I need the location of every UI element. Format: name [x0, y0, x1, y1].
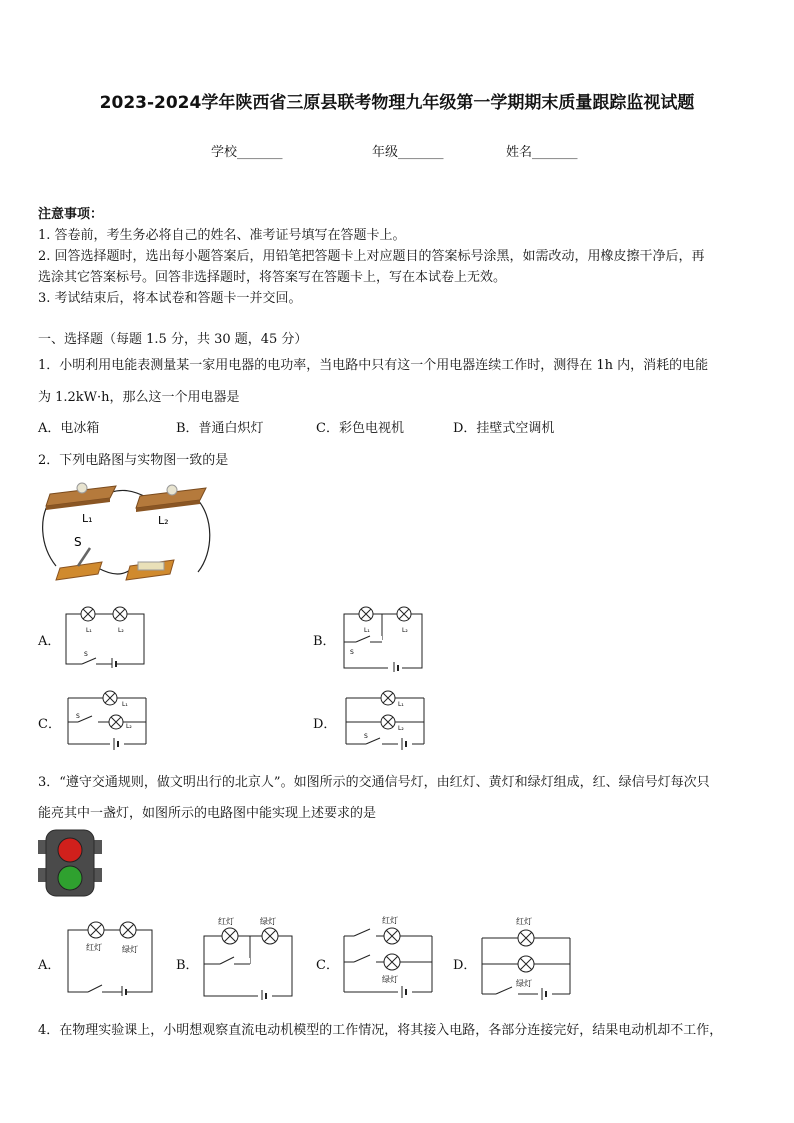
question-4-stem: 4．在物理实验课上，小明想观察直流电动机模型的工作情况，将其接入电路，各部分连接完好，结果电动机却不工作，: [38, 1023, 723, 1038]
lamp-l1-label: L₁: [86, 627, 92, 634]
bulb-l2-label: L₂: [158, 514, 169, 527]
notice-item: 1. 答卷前，考生务必将自己的姓名、准考证号填写在答题卡上。: [38, 228, 406, 243]
physical-circuit-figure: [38, 476, 218, 582]
question-1-option-c: C．彩色电视机: [316, 421, 404, 436]
question-1-option-a: A．电冰箱: [38, 421, 100, 436]
question-1-option-b: B．普通白炽灯: [176, 421, 264, 436]
traffic-light-icon: [38, 828, 102, 898]
q3-circuit-d: [476, 912, 576, 1002]
notice-item: 3. 考试结束后，将本试卷和答题卡一并交回。: [38, 291, 302, 306]
q3-circuit-c: [338, 912, 438, 1002]
red-light-label: 红灯: [86, 943, 102, 952]
switch-label: S: [84, 651, 88, 658]
q2-option-a-letter: A．: [38, 634, 61, 649]
q3-circuit-b: [198, 912, 298, 1000]
green-light-label: 绿灯: [122, 945, 138, 954]
notice-item: 选涂其它答案标号。回答非选择题时，将答案写在答题卡上，写在本试卷上无效。: [38, 270, 507, 285]
lamp-l1-label: L₁: [398, 701, 404, 708]
grade-field: 年级_______: [372, 145, 444, 160]
lamp-l2-label: L₂: [118, 627, 124, 634]
question-2-stem: 2．下列电路图与实物图一致的是: [38, 453, 229, 468]
lamp-l2-label: L₂: [126, 723, 132, 730]
switch-label: S: [350, 649, 354, 656]
lamp-l2-label: L₂: [398, 725, 404, 732]
lamp-l1-label: L₁: [364, 627, 370, 634]
switch-label: S: [364, 733, 368, 740]
q3-circuit-a: [62, 918, 158, 996]
red-light-label: 红灯: [516, 917, 532, 926]
school-field: 学校_______: [211, 145, 283, 160]
question-3-stem: 3．“遵守交通规则，做文明出行的北京人”。如图所示的交通信号灯，由红灯、黄灯和绿灯组成，红、绿信号灯每次只: [38, 775, 710, 790]
bulb-l1-label: L₁: [82, 512, 93, 525]
notice-heading: 注意事项：: [38, 207, 104, 222]
question-3-stem-cont: 能亮其中一盏灯，如图所示的电路图中能实现上述要求的是: [38, 806, 377, 821]
name-field: 姓名_______: [506, 145, 578, 160]
q2-circuit-b: [338, 602, 428, 672]
q3-option-d-letter: D．: [453, 958, 477, 973]
switch-label: S: [74, 535, 82, 549]
q3-option-b-letter: B．: [176, 958, 199, 973]
q3-option-c-letter: C．: [316, 958, 339, 973]
question-1-stem: 1．小明利用电能表测量某一家用电器的电功率，当电路中只有这一个用电器连续工作时，测得在 1h 内，消耗的电能: [38, 358, 709, 373]
notice-item: 2. 回答选择题时，选出每小题答案后，用铅笔把答题卡上对应题目的答案标号涂黑，如需改动，用橡皮擦干净后，再: [38, 249, 705, 264]
green-light-label: 绿灯: [382, 975, 398, 984]
q2-circuit-c: [62, 686, 152, 752]
lamp-l1-label: L₁: [122, 701, 128, 708]
section-heading: 一、选择题（每题 1.5 分，共 30 题，45 分）: [38, 332, 308, 347]
q2-option-b-letter: B．: [313, 634, 336, 649]
question-1-option-d: D．挂壁式空调机: [453, 421, 555, 436]
q2-option-d-letter: D．: [313, 717, 337, 732]
q2-circuit-a: [60, 602, 150, 668]
green-light-label: 绿灯: [260, 917, 276, 926]
question-1-stem-cont: 为 1.2kW·h，那么这一个用电器是: [38, 390, 240, 405]
lamp-l2-label: L₂: [402, 627, 408, 634]
q2-circuit-d: [340, 686, 430, 752]
red-light-label: 红灯: [382, 916, 398, 925]
q2-option-c-letter: C．: [38, 717, 61, 732]
red-light-label: 红灯: [218, 917, 234, 926]
switch-label: S: [76, 713, 80, 720]
q3-option-a-letter: A．: [38, 958, 61, 973]
page-title: 2023-2024学年陕西省三原县联考物理九年级第一学期期末质量跟踪监视试题: [99, 93, 695, 113]
green-light-label: 绿灯: [516, 979, 532, 988]
